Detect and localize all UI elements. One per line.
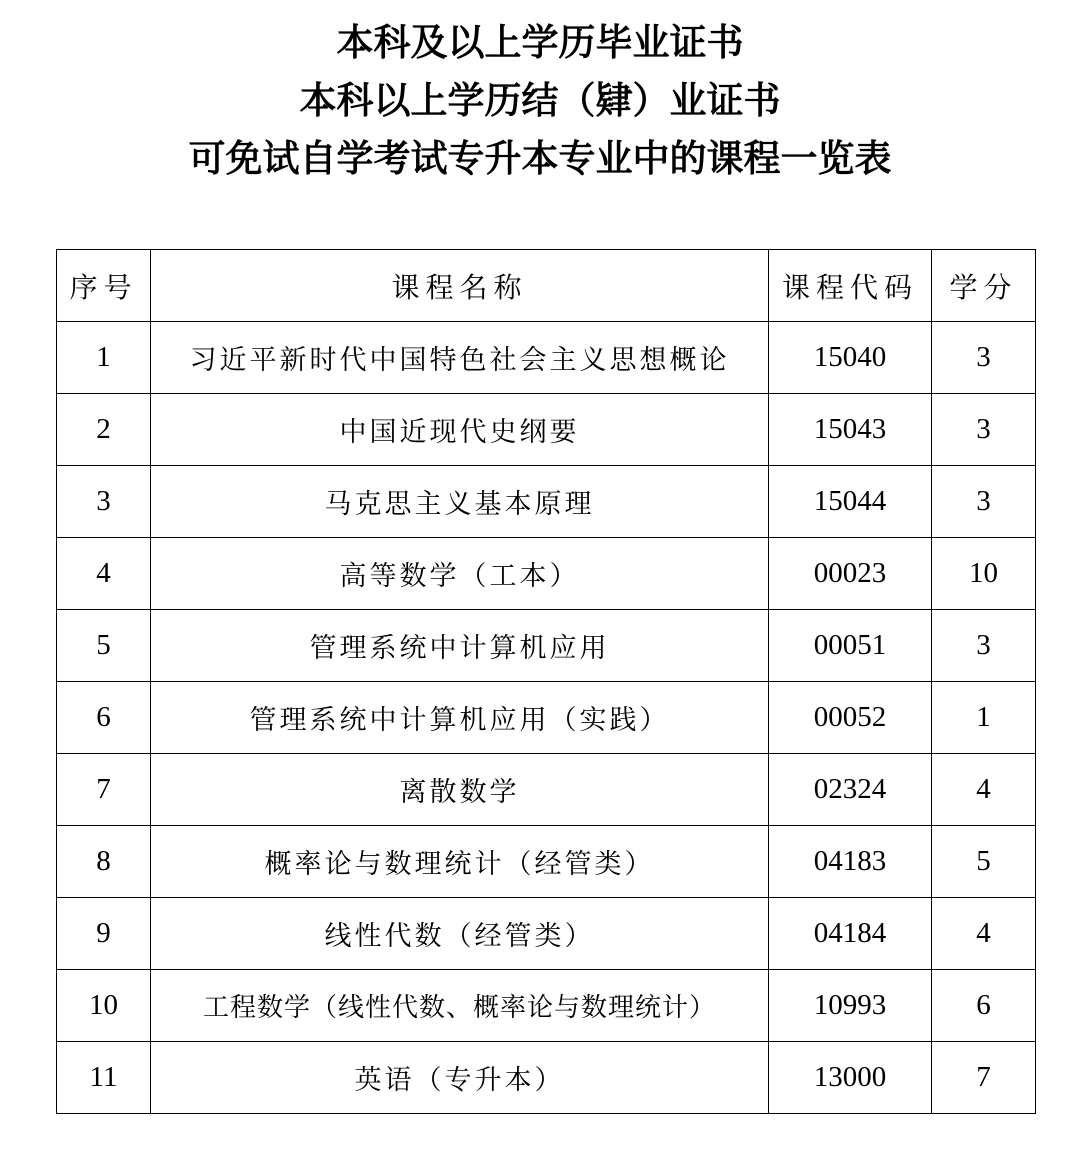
- row-index: 11: [57, 1042, 151, 1114]
- title-line-3: 可免试自学考试专升本专业中的课程一览表: [188, 137, 892, 180]
- table-row: [57, 610, 1036, 682]
- table-header-row: [57, 250, 1036, 322]
- row-course-name: 离散数学: [151, 754, 769, 826]
- row-course-name: 马克思主义基本原理: [151, 466, 769, 538]
- row-course-code: 04184: [769, 898, 932, 970]
- row-credit: 4: [932, 754, 1036, 826]
- row-course-code: 04183: [769, 826, 932, 898]
- row-credit: 1: [932, 682, 1036, 754]
- document-title: [0, 14, 1080, 188]
- row-course-code: 15043: [769, 394, 932, 466]
- row-course-name: 管理系统中计算机应用: [151, 610, 769, 682]
- row-course-code: 15040: [769, 322, 932, 394]
- row-course-name: 线性代数（经管类）: [151, 898, 769, 970]
- header-course-name: 课程名称: [151, 250, 769, 322]
- row-index: 2: [57, 394, 151, 466]
- row-credit: 3: [932, 322, 1036, 394]
- row-course-code: 00023: [769, 538, 932, 610]
- table-row: [57, 754, 1036, 826]
- row-course-name: 中国近现代史纲要: [151, 394, 769, 466]
- row-index: 10: [57, 970, 151, 1042]
- row-credit: 4: [932, 898, 1036, 970]
- row-index: 6: [57, 682, 151, 754]
- row-index: 8: [57, 826, 151, 898]
- row-course-code: 00051: [769, 610, 932, 682]
- row-index: 7: [57, 754, 151, 826]
- row-course-code: 15044: [769, 466, 932, 538]
- title-line-1: 本科及以上学历毕业证书: [336, 21, 744, 64]
- row-course-name: 管理系统中计算机应用（实践）: [151, 682, 769, 754]
- row-course-code: 10993: [769, 970, 932, 1042]
- row-course-name: 英语（专升本）: [151, 1042, 769, 1114]
- row-index: 3: [57, 466, 151, 538]
- row-course-code: 02324: [769, 754, 932, 826]
- table-row: [57, 394, 1036, 466]
- header-index: 序号: [57, 250, 151, 322]
- row-index: 9: [57, 898, 151, 970]
- table-row: [57, 322, 1036, 394]
- table-row: [57, 682, 1036, 754]
- row-credit: 10: [932, 538, 1036, 610]
- title-line-2: 本科以上学历结（肄）业证书: [299, 79, 781, 122]
- row-credit: 3: [932, 394, 1036, 466]
- row-course-name: 习近平新时代中国特色社会主义思想概论: [151, 322, 769, 394]
- table-row: [57, 898, 1036, 970]
- row-index: 1: [57, 322, 151, 394]
- table-row: [57, 538, 1036, 610]
- row-credit: 3: [932, 466, 1036, 538]
- row-credit: 3: [932, 610, 1036, 682]
- table-row: [57, 466, 1036, 538]
- row-credit: 5: [932, 826, 1036, 898]
- row-course-code: 00052: [769, 682, 932, 754]
- header-credit: 学分: [932, 250, 1036, 322]
- course-table: [56, 249, 1036, 1114]
- row-index: 4: [57, 538, 151, 610]
- table-row: [57, 970, 1036, 1042]
- table-row: [57, 1042, 1036, 1114]
- row-course-name: 高等数学（工本）: [151, 538, 769, 610]
- header-course-code: 课程代码: [769, 250, 932, 322]
- row-credit: 7: [932, 1042, 1036, 1114]
- row-course-name: 工程数学（线性代数、概率论与数理统计）: [151, 970, 769, 1042]
- row-credit: 6: [932, 970, 1036, 1042]
- row-course-code: 13000: [769, 1042, 932, 1114]
- table-row: [57, 826, 1036, 898]
- row-index: 5: [57, 610, 151, 682]
- row-course-name: 概率论与数理统计（经管类）: [151, 826, 769, 898]
